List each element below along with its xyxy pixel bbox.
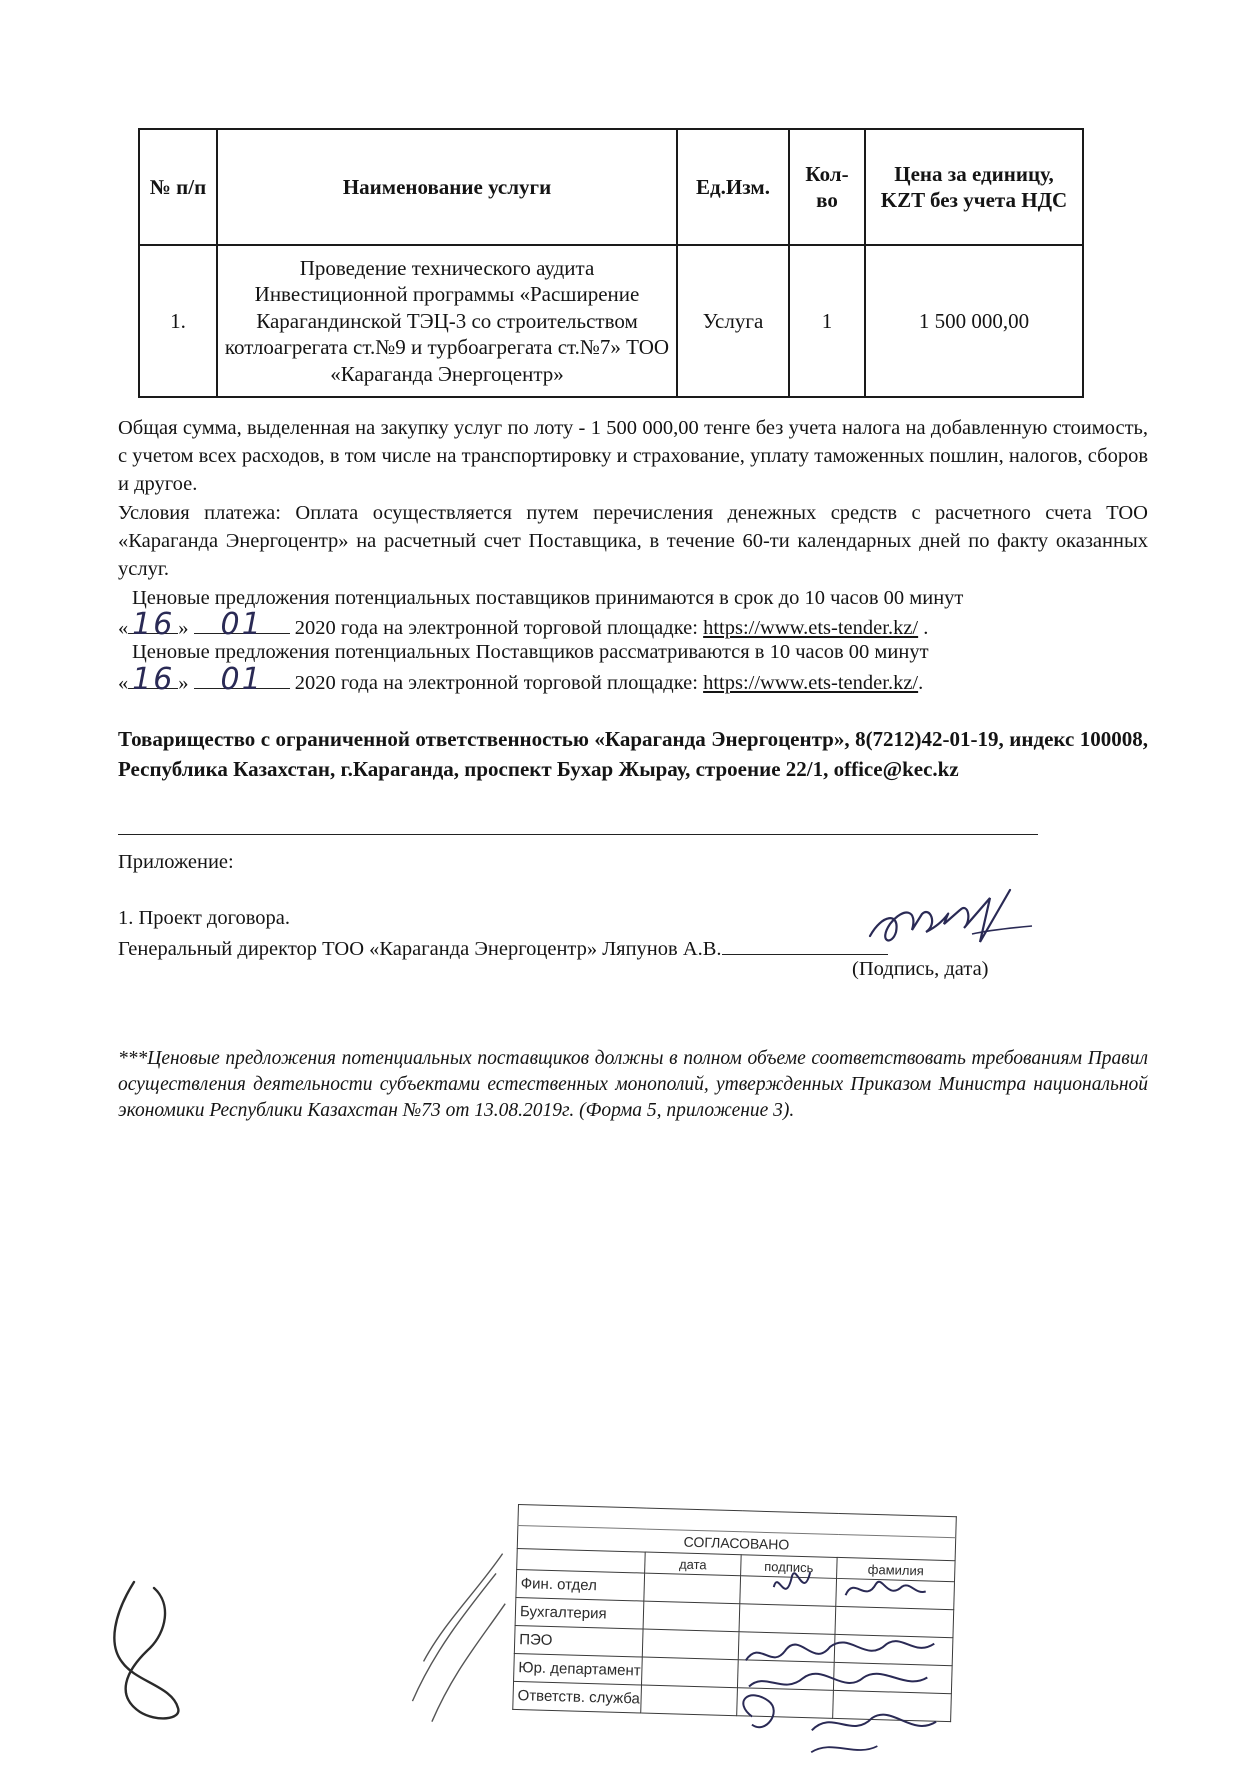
acceptance-line-1 bbox=[118, 584, 1148, 612]
cell-price: 1 500 000,00 bbox=[865, 245, 1083, 397]
director-signature-icon bbox=[860, 884, 1040, 956]
table-row bbox=[139, 245, 1083, 397]
review-text: Ценовые предложения потенциальных Поставщиков рассматриваются в 10 часов 00 минут bbox=[132, 641, 929, 663]
acceptance-text: Ценовые предложения потенциальных поставщиков принимаются в срок до 10 часов 00 минут bbox=[132, 587, 964, 609]
payment-terms-text: Условия платежа: Оплата осуществляется путем перечисления денежных средств с расчетного счета ТОО «Караганда Энергоцентр» на расчетный счет Поставщика, в течение 60-ти календарных дней по факту оказанных услуг. bbox=[118, 502, 1148, 580]
review-date-text: 2020 года на электронной торговой площадке: bbox=[294, 672, 698, 694]
stamp-row-label: Бухгалтерия bbox=[515, 1597, 644, 1629]
cell-service-name: Проведение технического аудита Инвестиционной программы «Расширение Карагандинской ТЭЦ-3 со строительством котлоагрегата ст.№9 и турбоагрегата ст.№7» ТОО «Караганда Энергоцентр» bbox=[217, 245, 677, 397]
total-amount-text: Общая сумма, выделенная на закупку услуг по лоту - 1 500 000,00 тенге без учета налога на добавленную стоимость, с учетом всех расходов, в том числе на транспортировку и страхование, уплату таможенных пошлин, налогов, сборов и другое. bbox=[118, 417, 1148, 495]
acceptance-day-handwritten: 16 bbox=[132, 607, 175, 642]
review-link[interactable]: https://www.ets-tender.kz/ bbox=[703, 672, 919, 694]
stamp-col-date: дата bbox=[645, 1552, 742, 1576]
stamp-col-surname: фамилия bbox=[837, 1557, 956, 1581]
stamp-title: СОГЛАСОВАНО bbox=[517, 1526, 955, 1561]
header-unit: Ед.Изм. bbox=[677, 129, 789, 245]
stamp-row-label: ПЭО bbox=[514, 1625, 643, 1657]
acceptance-link[interactable]: https://www.ets-tender.kz/ bbox=[703, 617, 919, 639]
review-line-2: « 16 » 01 2020 года на электронной торговой площадке: https://www.ets-tender.kz/. bbox=[118, 662, 924, 697]
company-details: Товарищество с ограниченной ответственностью «Караганда Энергоцентр», 8(7212)42-01-19, индекс 100008, Республика Казахстан, г.Караганда, проспект Бухар Жырау, строение 22/1, office@kec.kz bbox=[118, 727, 1148, 781]
stamp-row-label: Юр. департамент bbox=[514, 1653, 643, 1685]
divider-line bbox=[118, 834, 1038, 835]
review-day-handwritten: 16 bbox=[132, 662, 175, 697]
cell-number: 1. bbox=[139, 245, 217, 397]
signature-caption: (Подпись, дата) bbox=[852, 958, 989, 980]
header-number: № п/п bbox=[139, 129, 217, 245]
services-table bbox=[138, 128, 1084, 398]
cell-quantity: 1 bbox=[789, 245, 865, 397]
acceptance-month-handwritten: 01 bbox=[220, 607, 263, 642]
table-header-row bbox=[139, 129, 1083, 245]
cell-unit: Услуга bbox=[677, 245, 789, 397]
director-name: Генеральный директор ТОО «Караганда Энергоцентр» Ляпунов А.В. bbox=[118, 938, 722, 960]
review-month-handwritten: 01 bbox=[220, 662, 263, 697]
handwritten-initial-icon bbox=[94, 1574, 204, 1724]
appendix-title: Приложение: bbox=[118, 851, 234, 873]
stamp-col-signature: подпись bbox=[741, 1555, 838, 1579]
footnote: ***Ценовые предложения потенциальных поставщиков должны в полном объеме соответствовать требованиям Правил осуществления деятельности субъектами естественных монополий, утвержденных Приказом Министра национальной экономики Республики Казахстан №73 от 13.08.2019г. (Форма 5, приложение 3). bbox=[118, 1048, 1148, 1121]
payment-terms-paragraph bbox=[118, 499, 1148, 583]
acceptance-line-2: « 16 » 01 2020 года на электронной торговой площадке: https://www.ets-tender.kz/ . bbox=[118, 607, 929, 642]
review-line-1 bbox=[118, 638, 1148, 666]
stamp-row-label: Фин. отдел bbox=[516, 1569, 645, 1601]
approval-stamp bbox=[511, 1504, 956, 1766]
header-unit-price: Цена за единицу, KZT без учета НДС bbox=[865, 129, 1083, 245]
acceptance-date-text: 2020 года на электронной торговой площадке: bbox=[294, 617, 698, 639]
side-scribble-icon bbox=[402, 1541, 517, 1734]
total-amount-paragraph bbox=[118, 414, 1148, 498]
header-quantity: Кол-во bbox=[789, 129, 865, 245]
stamp-signatures-icon bbox=[511, 1504, 956, 1766]
header-service-name: Наименование услуги bbox=[217, 129, 677, 245]
stamp-row-label: Ответств. служба bbox=[513, 1681, 642, 1713]
appendix-item: 1. Проект договора. bbox=[118, 907, 291, 929]
